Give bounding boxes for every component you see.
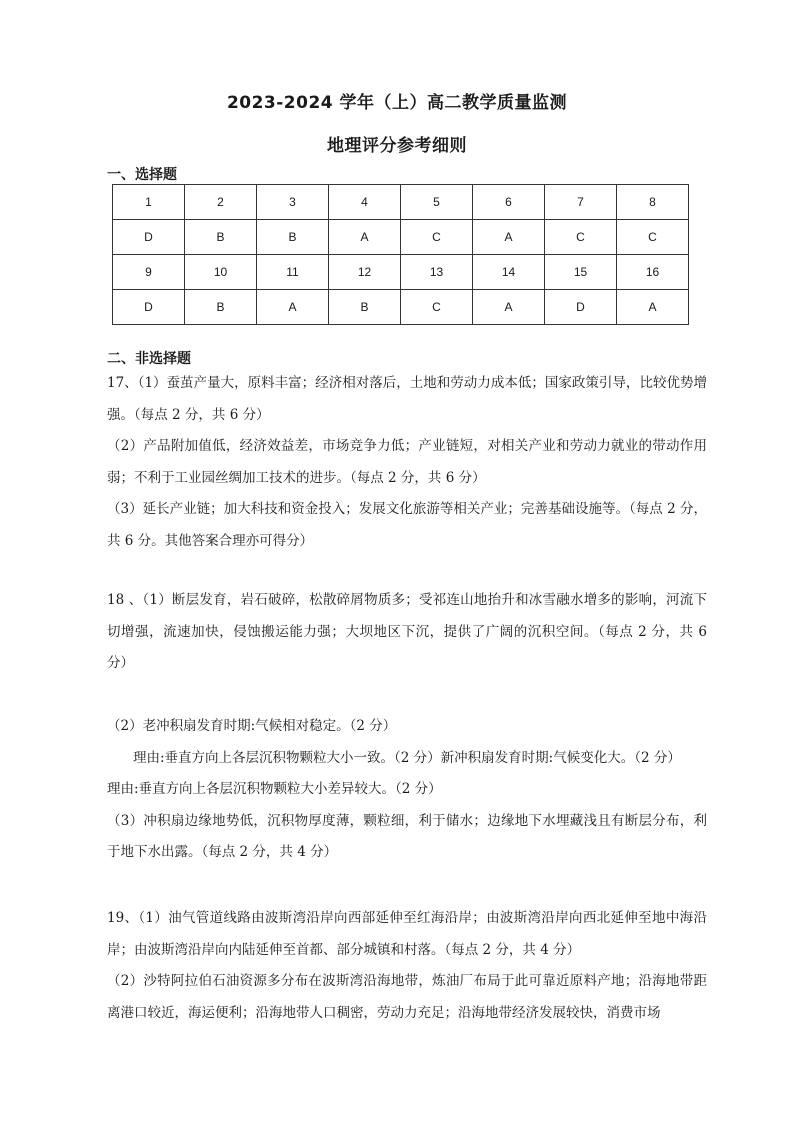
question-18-block-a: [107, 585, 707, 680]
q18-part-4: 理由:垂直方向上各层沉积物颗粒大小差异较大。（2 分）: [107, 781, 442, 797]
table-row: [113, 255, 689, 290]
q19-part-1: 19、（1）油气管道线路由波斯湾沿岸向西部延伸至红海沿岸；由波斯湾沿岸向西北延伸至地中海沿岸；由波斯湾沿岸向内陆延伸至首都、部分城镇和村落。（每点 2 分，共 4 分）: [107, 910, 707, 958]
question-18-block-b: [107, 711, 707, 869]
table-cell: A: [329, 220, 401, 255]
table-cell: 16: [617, 255, 689, 290]
q18-part-1: 18 、（1）断层发育，岩石破碎，松散碎屑物质多；受祁连山地抬升和冰雪融水增多的影响，河流下切增强，流速加快，侵蚀搬运能力强；大坝地区下沉，提供了广阔的沉积空间。（每点 2 分，共 6 分）: [107, 592, 707, 671]
table-row: [113, 185, 689, 220]
q17-part-2: （2）产品附加值低，经济效益差，市场竞争力低；产业链短，对相关产业和劳动力就业的带动作用弱；不利于工业园丝绸加工技术的进步。（每点 2 分，共 6 分）: [107, 438, 707, 486]
table-cell: D: [545, 290, 617, 325]
table-cell: B: [329, 290, 401, 325]
table-cell: A: [473, 220, 545, 255]
table-cell: 6: [473, 185, 545, 220]
document-subtitle: 地理评分参考细则: [327, 136, 467, 156]
q19-part-2: （2）沙特阿拉伯石油资源多分布在波斯湾沿海地带，炼油厂布局于此可靠近原料产地；沿海地带距离港口较近，海运便利；沿海地带人口稠密，劳动力充足；沿海地带经济发展较快，消费市场: [107, 973, 707, 1021]
table-cell: 2: [185, 185, 257, 220]
table-cell: B: [185, 220, 257, 255]
table-row: [113, 290, 689, 325]
table-cell: A: [473, 290, 545, 325]
answer-table: [112, 184, 689, 325]
table-cell: 12: [329, 255, 401, 290]
table-cell: 14: [473, 255, 545, 290]
q17-part-1: 17、（1）蚕茧产量大，原料丰富；经济相对落后，土地和劳动力成本低；国家政策引导，比较优势增强。（每点 2 分，共 6 分）: [107, 375, 707, 423]
table-cell: C: [617, 220, 689, 255]
question-19-block: [107, 903, 707, 1029]
q18-part-3: 理由:垂直方向上各层沉积物颗粒大小一致。（2 分）新冲积扇发育时期:气候变化大。（2 分）: [133, 749, 681, 766]
table-cell: 10: [185, 255, 257, 290]
table-cell: 15: [545, 255, 617, 290]
table-cell: B: [185, 290, 257, 325]
table-cell: B: [257, 220, 329, 255]
section-heading-choice: 一、选择题: [107, 167, 177, 183]
table-row: [113, 220, 689, 255]
table-cell: A: [257, 290, 329, 325]
table-cell: C: [545, 220, 617, 255]
table-cell: C: [401, 290, 473, 325]
table-cell: 13: [401, 255, 473, 290]
table-cell: 11: [257, 255, 329, 290]
question-17-block: [107, 368, 707, 557]
table-cell: D: [113, 290, 185, 325]
table-cell: 7: [545, 185, 617, 220]
q17-part-3: （3）延长产业链；加大科技和资金投入；发展文化旅游等相关产业；完善基础设施等。（每点 2 分，共 6 分。其他答案合理亦可得分）: [107, 501, 707, 549]
table-cell: 3: [257, 185, 329, 220]
table-cell: 5: [401, 185, 473, 220]
table-cell: D: [113, 220, 185, 255]
q18-part-5: （3）冲积扇边缘地势低，沉积物厚度薄，颗粒细，利于储水；边缘地下水埋藏浅且有断层分布，利于地下水出露。（每点 2 分，共 4 分）: [107, 812, 707, 860]
table-cell: 1: [113, 185, 185, 220]
q18-part-2: （2）老冲积扇发育时期:气候相对稳定。（2 分）: [107, 718, 397, 734]
document-title: 2023-2024 学年（上）高二教学质量监测: [226, 93, 568, 113]
table-cell: C: [401, 220, 473, 255]
table-cell: 8: [617, 185, 689, 220]
table-cell: A: [617, 290, 689, 325]
section-heading-nonchoice: 二、非选择题: [107, 351, 191, 367]
table-cell: 4: [329, 185, 401, 220]
table-cell: 9: [113, 255, 185, 290]
